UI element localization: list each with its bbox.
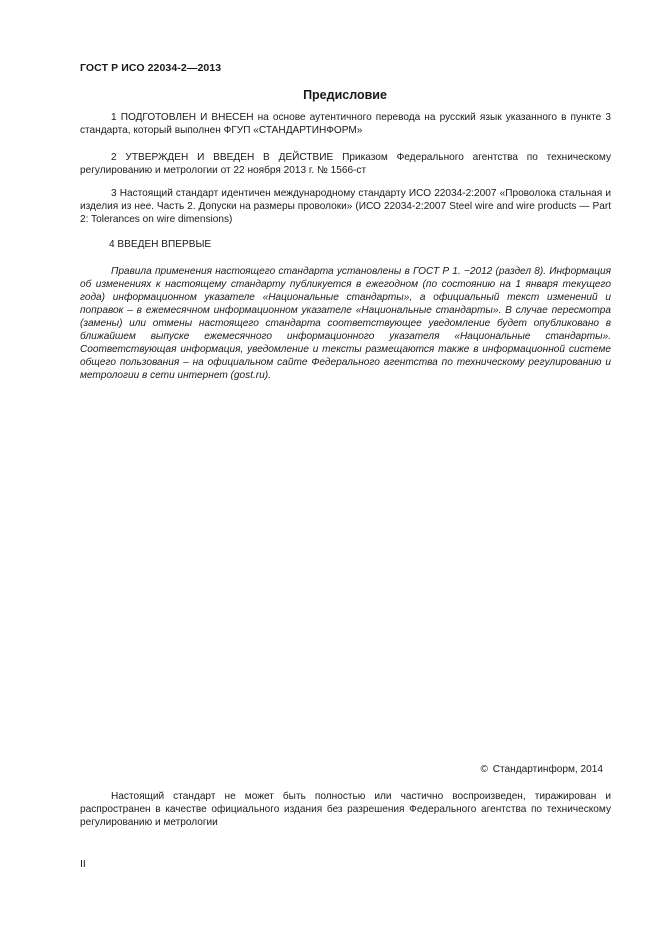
foreword-item-4: 4 ВВЕДЕН ВПЕРВЫЕ	[109, 239, 212, 250]
foreword-item-2: 2 УТВЕРЖДЕН И ВВЕДЕН В ДЕЙСТВИЕ Приказом Федерального агентства по техническому регулированию и метрологии от 22 ноября 2013 г. № 1566-ст	[80, 152, 611, 176]
page-number: II	[80, 858, 86, 870]
legal-notice: Настоящий стандарт не может быть полностью или частично воспроизведен, тиражирован и распространен в качестве официального издания без разрешения Федерального агентства по техническому регулированию и метрологии	[80, 791, 611, 828]
standard-id-header: ГОСТ Р ИСО 22034-2—2013	[80, 62, 222, 74]
copyright-line	[480, 764, 603, 775]
foreword-item-1: 1 ПОДГОТОВЛЕН И ВНЕСЕН на основе аутентичного перевода на русский язык указанного в пункте 3 стандарта, который выполнен ФГУП «СТАНДАРТИНФОРМ»	[80, 112, 611, 136]
copyright-symbol: ©	[480, 764, 488, 775]
foreword-item-3: 3 Настоящий стандарт идентичен международному стандарту ИСО 22034-2:2007 «Проволока стальная и изделия из нее. Часть 2. Допуски на размеры проволоки» (ИСО 22034-2:2007 Steel wire and wire products — Part 2: Tolerances on wire dimensions)	[80, 188, 611, 225]
copyright-text: Стандартинформ, 2014	[492, 764, 603, 775]
foreword-title: Предисловие	[303, 88, 387, 102]
application-rules-note: Правила применения настоящего стандарта установлены в ГОСТ Р 1. −2012 (раздел 8). Информация об изменениях к настоящему стандарту публикуется в ежегодном (по состоянию на 1 января текущего года) информационном указателе «Национальные стандарты», а официальный текст изменений и поправок – в ежемесячном информационном указателе «Национальные стандарты». В случае пересмотра (замены) или отмены настоящего стандарта соответствующее уведомление будет опубликовано в ближайшем выпуске ежемесячного информационного указателя «Национальные стандарты». Соответствующая информация, уведомление и тексты размещаются также в информационной системе общего пользования – на официальном сайте Федерального агентства по техническому регулированию и метрологии в сети интернет (gost.ru).	[80, 266, 611, 381]
